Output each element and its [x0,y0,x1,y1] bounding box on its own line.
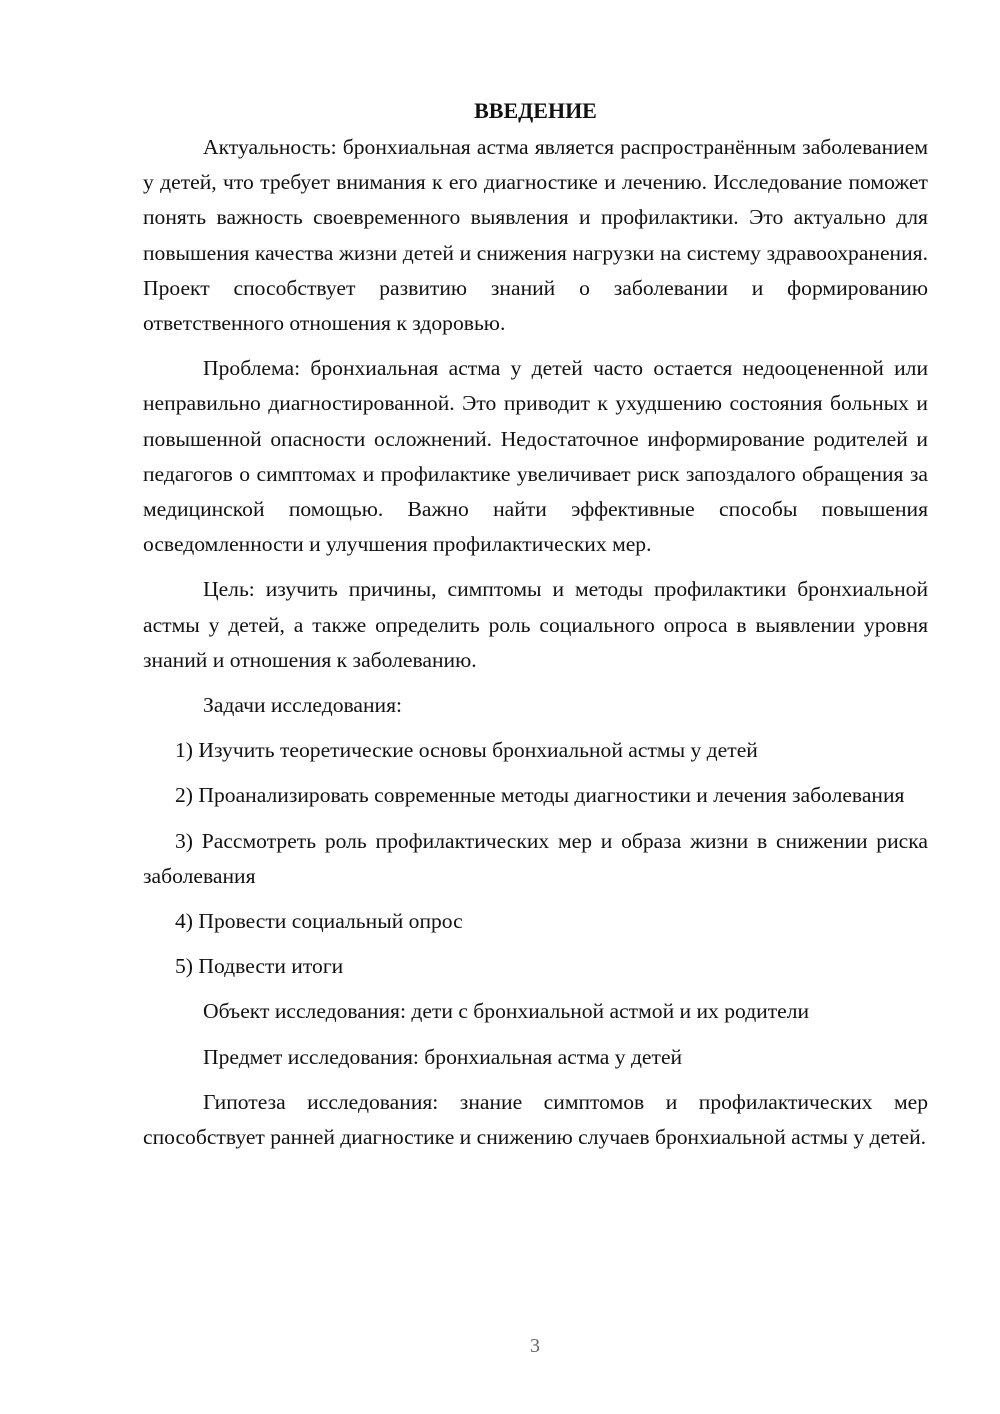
section-title: ВВЕДЕНИЕ [474,98,597,123]
relevance-paragraph: Актуальность: бронхиальная астма является распространённым заболеванием у детей, что требует внимания к его диагностике и лечению. Исследование поможет понять важность своевременного выявления и профилактики. Это актуально для повышения качества жизни детей и снижения нагрузки на систему здравоохранения. Проект способствует развитию знаний о заболевании и формированию ответственного отношения к здоровью. [143,135,928,336]
document-body [143,92,928,1155]
task-item: 5) Подвести итоги [175,954,344,979]
task-item: 3) Рассмотреть роль профилактических мер и образа жизни в снижении риска заболевания [143,828,928,888]
tasks-heading: Задачи исследования: [203,693,403,718]
research-subject-paragraph: Предмет исследования: бронхиальная астма у детей [203,1044,683,1069]
task-item: 2) Проанализировать современные методы диагностики и лечения заболевания [175,783,905,808]
goal-paragraph: Цель: изучить причины, симптомы и методы профилактики бронхиальной астмы у детей, а также определить роль социального опроса в выявлении уровня знаний и отношения к заболеванию. [143,577,928,672]
research-hypothesis-paragraph: Гипотеза исследования: знание симптомов и профилактических мер способствует ранней диагностике и снижению случаев бронхиальной астмы у детей. [143,1089,928,1150]
task-item: 1) Изучить теоретические основы бронхиальной астмы у детей [175,738,758,763]
problem-paragraph: Проблема: бронхиальная астма у детей часто остается недооцененной или неправильно диагностированной. Это приводит к ухудшению состояния больных и повышенной опасности осложнений. Недостаточное информирование родителей и педагогов о симптомах и профилактике увеличивает риск запоздалого обращения за медицинской помощью. Важно найти эффективные способы повышения осведомленности и улучшения профилактических мер. [143,356,928,557]
research-object-paragraph: Объект исследования: дети с бронхиальной астмой и их родители [203,999,810,1024]
task-item: 4) Провести социальный опрос [175,909,463,934]
page-number: 3 [530,1335,540,1357]
